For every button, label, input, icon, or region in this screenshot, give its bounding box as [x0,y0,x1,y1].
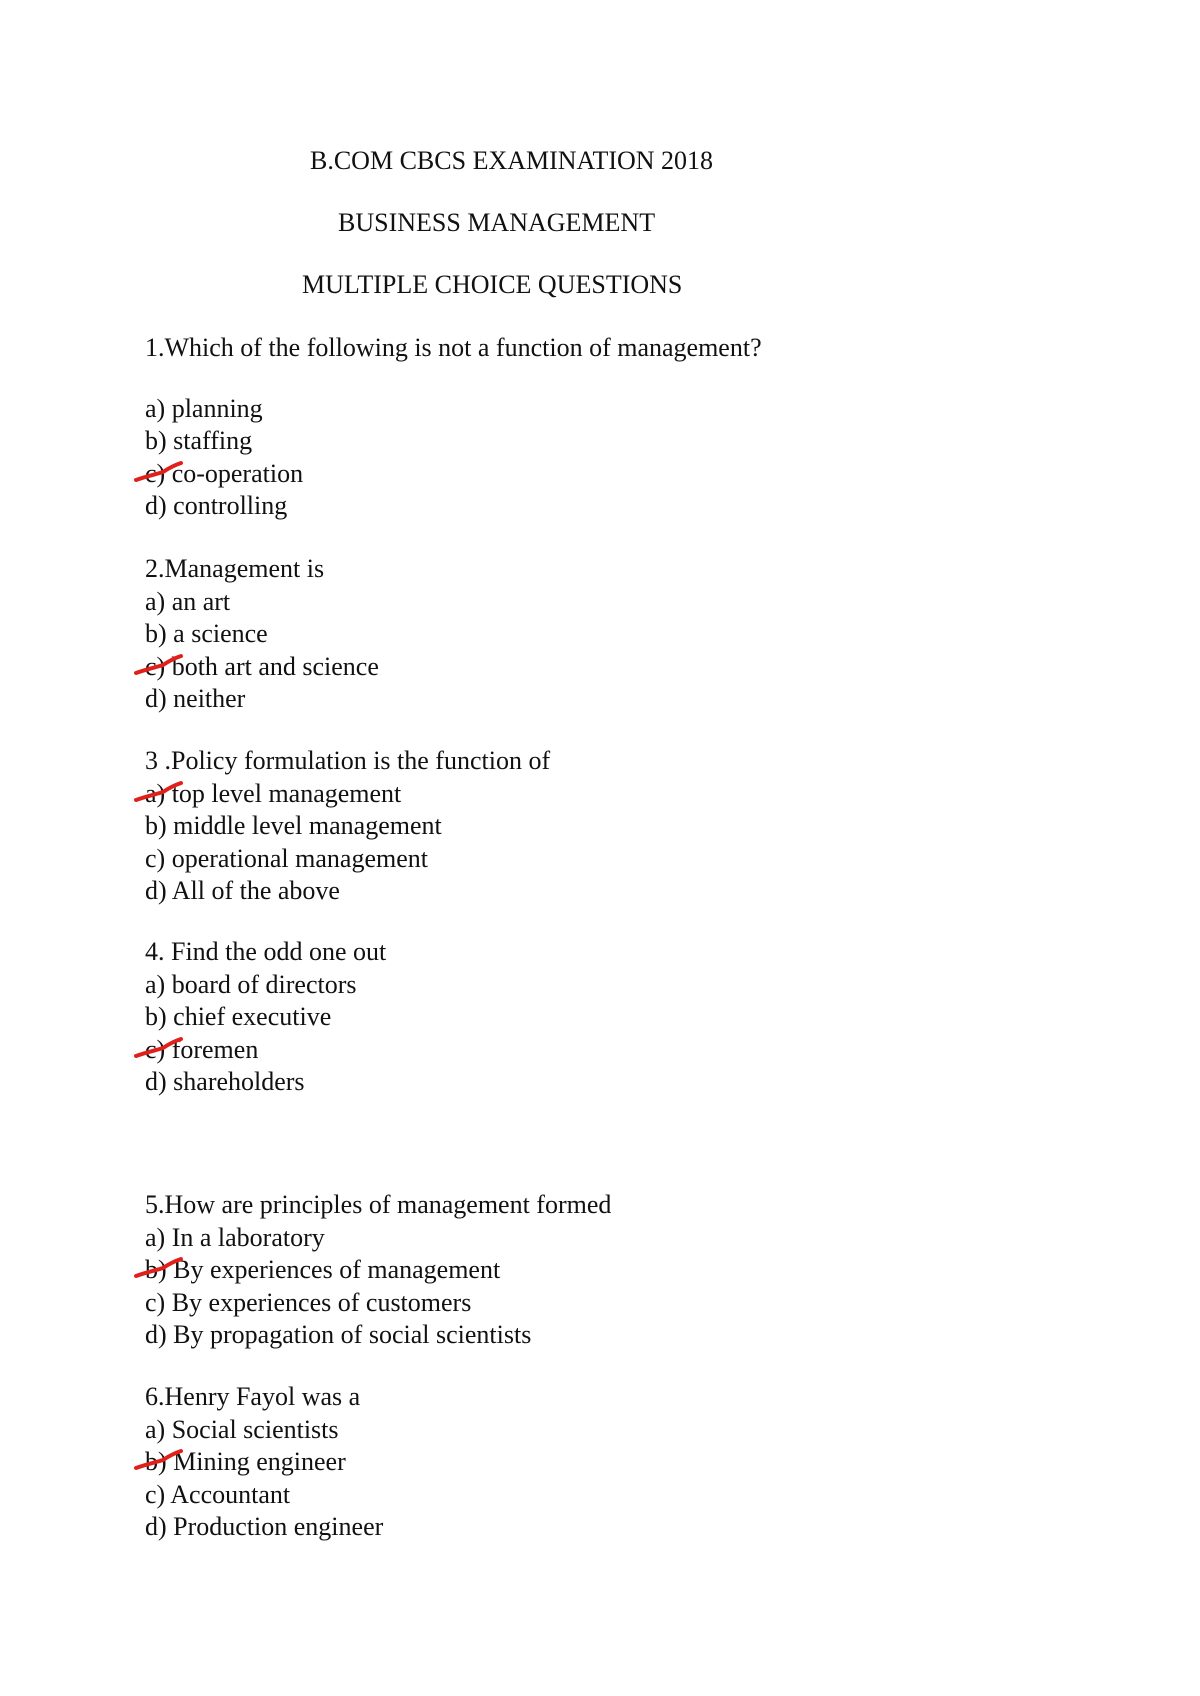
question-text: 6.Henry Fayol was a [145,1382,361,1411]
option-c: c) By experiences of customers [145,1287,472,1317]
answer-check-stroke [136,656,181,673]
subject-title: BUSINESS MANAGEMENT [338,208,656,237]
exam-title: B.COM CBCS EXAMINATION 2018 [310,146,714,175]
question-4 [145,936,386,1099]
question-3 [145,745,550,908]
option-d: d) All of the above [145,876,340,905]
option-b: b) Mining engineer [145,1446,383,1479]
question-text: 3 .Policy formulation is the function of [145,746,551,775]
option-c: c) operational management [145,843,428,873]
answer-check-stroke [136,1451,181,1468]
option-a: a) Social scientists [145,1414,339,1444]
option-b: b) a science [145,619,268,648]
option-c: c) foremen [145,1034,386,1067]
question-text: 2.Management is [145,554,325,583]
option-c: c) co-operation [145,458,762,491]
answer-check-mark [133,1448,191,1476]
question-5 [145,1189,611,1352]
option-c: c) Accountant [145,1479,291,1509]
option-b: b) middle level management [145,811,442,840]
question-6 [145,1381,383,1544]
question-1 [145,332,762,523]
option-a: a) In a laboratory [145,1222,325,1252]
question-2 [145,553,379,716]
option-b: b) staffing [145,426,253,455]
answer-check-stroke [136,783,181,800]
option-d: d) By propagation of social scientists [145,1320,532,1349]
option-b: b) chief executive [145,1002,332,1031]
answer-check-mark [133,653,191,681]
question-text: 5.How are principles of management formed [145,1190,612,1219]
option-d: d) controlling [145,491,288,520]
option-c: c) both art and science [145,651,379,684]
option-d: d) Production engineer [145,1512,384,1541]
option-d: d) shareholders [145,1067,305,1096]
option-a: a) board of directors [145,969,357,999]
answer-check-mark [133,1036,191,1064]
question-text: 4. Find the odd one out [145,937,387,966]
section-title: MULTIPLE CHOICE QUESTIONS [302,270,683,299]
question-text: 1.Which of the following is not a function of management? [145,333,762,362]
answer-check-stroke [136,1259,181,1276]
option-a: a) top level management [145,778,550,811]
answer-check-mark [133,1256,191,1284]
answer-check-mark [133,460,191,488]
option-b: b) By experiences of management [145,1254,611,1287]
answer-check-mark [133,780,191,808]
answer-check-stroke [136,463,181,480]
option-a: a) an art [145,586,231,616]
option-d: d) neither [145,684,246,713]
option-a: a) planning [145,393,263,423]
answer-check-stroke [136,1039,181,1056]
